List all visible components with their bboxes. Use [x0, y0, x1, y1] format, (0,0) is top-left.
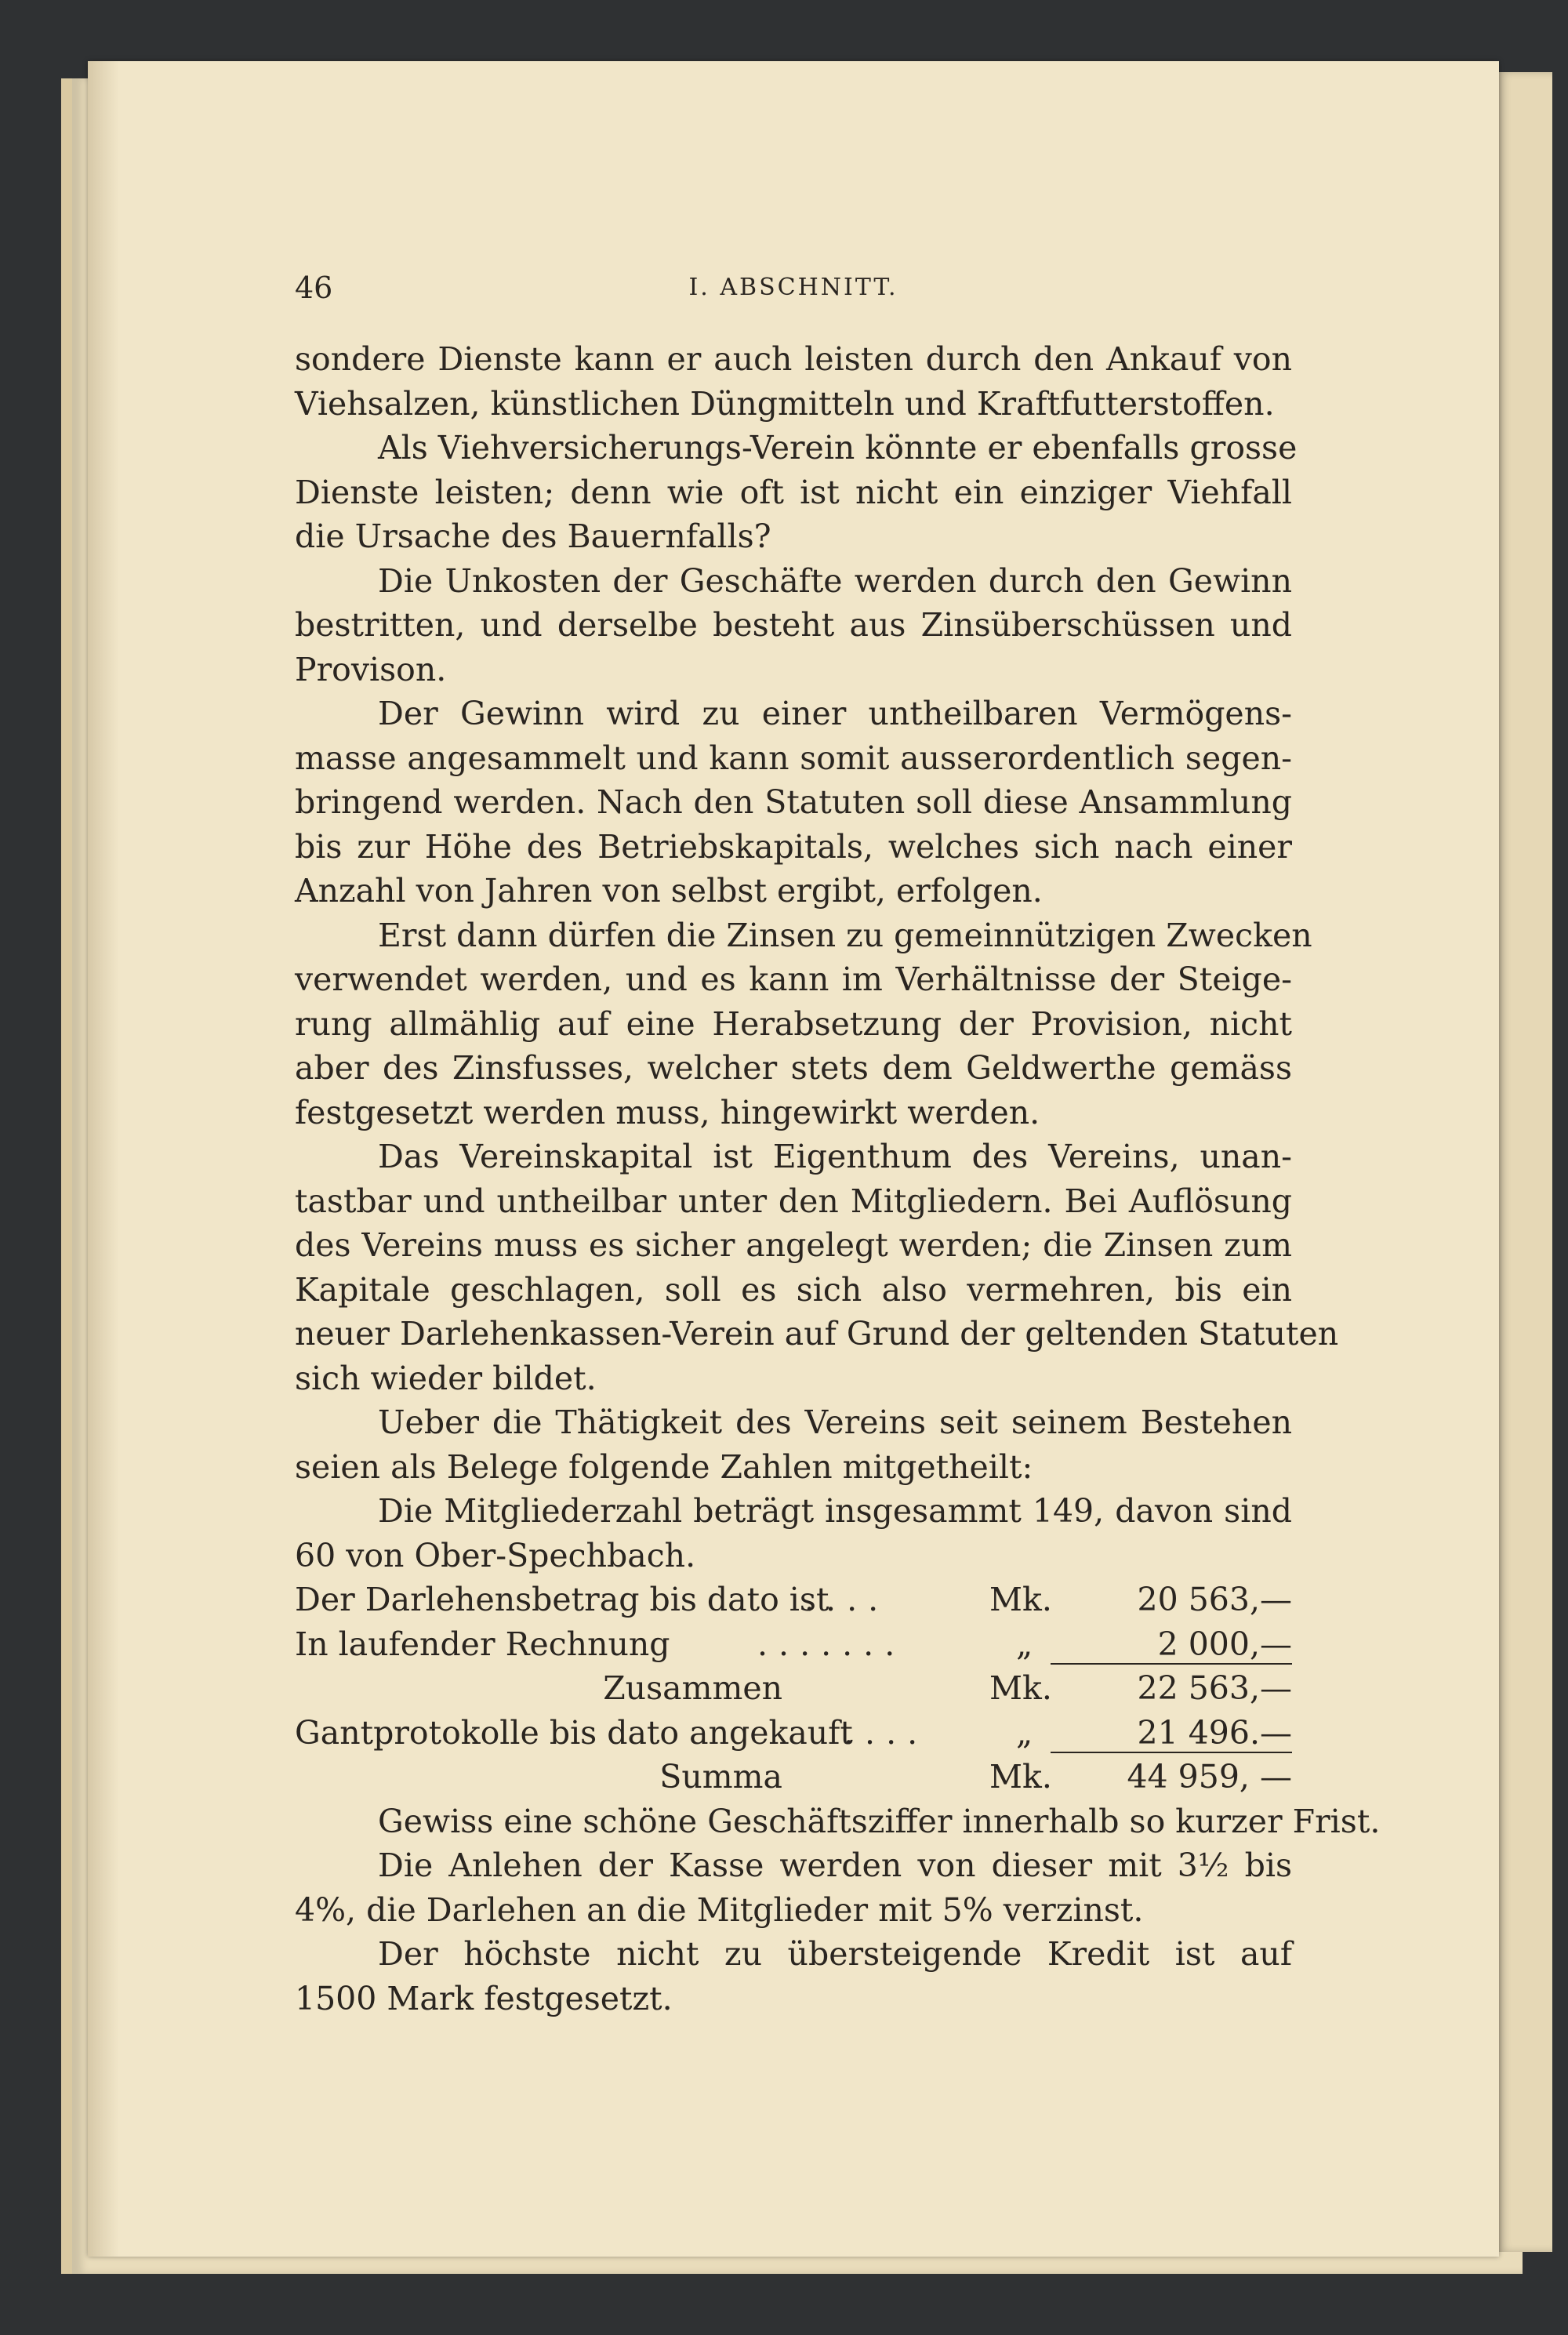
ledger-row — [295, 1755, 1292, 1799]
ledger-row — [295, 1711, 1292, 1756]
ledger-currency: Mk. — [989, 1669, 1052, 1707]
text-line: Kapitale geschlagen, soll es sich also vermehren, bis ein — [295, 1270, 1292, 1309]
page-number: 46 — [295, 271, 333, 305]
text-line: Die Unkosten der Geschäfte werden durch den Gewinn — [378, 561, 1292, 600]
ledger-amount: 44 959, — — [1127, 1758, 1292, 1796]
ledger-label: In laufender Rechnung — [295, 1625, 670, 1663]
text-line: rung allmählig auf eine Herabsetzung der Provision, nicht — [295, 1004, 1292, 1043]
text-line: bringend werden. Nach den Statuten soll diese Ansammlung — [295, 783, 1292, 821]
text-line: die Ursache des Bauernfalls? — [295, 517, 771, 555]
ledger-currency: „ — [1016, 1625, 1033, 1663]
ledger-leader-dots: ....... — [757, 1625, 906, 1663]
ledger-row — [295, 1578, 1292, 1622]
ledger-label: Gantprotokolle bis dato angekauft — [295, 1713, 853, 1752]
text-line: 60 von Ober-Spechbach. — [295, 1536, 696, 1574]
text-line: sondere Dienste kann er auch leisten durch den Ankauf von — [295, 340, 1292, 378]
text-line: 4%, die Darlehen an die Mitglieder mit 5% verzinst. — [295, 1890, 1144, 1929]
next-page-edge — [1497, 72, 1552, 2252]
text-line: sich wieder bildet. — [295, 1359, 597, 1397]
text-line: Ueber die Thätigkeit des Vereins seit seinem Bestehen — [378, 1404, 1292, 1441]
running-head — [295, 271, 1292, 318]
ledger-currency: „ — [1016, 1713, 1033, 1752]
ledger-leader-dots: .... — [844, 1713, 929, 1752]
ledger-total-label: Summa — [659, 1758, 782, 1796]
ledger-label: Der Darlehensbetrag bis dato ist — [295, 1581, 829, 1618]
ledger-amount: 21 496.— — [1137, 1713, 1292, 1752]
text-line: bestritten, und derselbe besteht aus Zinsüberschüssen und — [295, 606, 1292, 644]
text-line: Dienste leisten; denn wie oft ist nicht ein einziger Viehfall — [295, 473, 1292, 511]
text-line: Das Vereinskapital ist Eigenthum des Vereins, unan- — [378, 1138, 1292, 1175]
ledger-amount: 22 563,— — [1137, 1669, 1292, 1707]
ledger-leader-dots: .... — [804, 1581, 890, 1618]
ledger-row — [295, 1622, 1292, 1667]
section-title: I. ABSCHNITT. — [688, 274, 898, 301]
text-line: Erst dann dürfen die Zinsen zu gemeinnützigen Zwecken — [378, 916, 1312, 954]
text-line: Der höchste nicht zu übersteigende Kredit ist auf — [378, 1935, 1292, 1973]
text-line: des Vereins muss es sicher angelegt werden; die Zinsen zum — [295, 1226, 1292, 1264]
body-text — [295, 337, 1381, 2021]
text-line: Die Mitgliederzahl beträgt insgesammt 149, davon sind — [378, 1492, 1292, 1530]
text-line: verwendet werden, und es kann im Verhältnisse der Steige- — [295, 961, 1292, 998]
text-line: masse angesammelt und kann somit ausserordentlich segen- — [295, 739, 1292, 777]
text-line: 1500 Mark festgesetzt. — [295, 1979, 673, 2017]
ledger-subtotal-label: Zusammen — [603, 1669, 782, 1707]
text-line: tastbar und untheilbar unter den Mitgliedern. Bei Auflösung — [295, 1182, 1292, 1220]
text-line: Gewiss eine schöne Geschäftsziffer innerhalb so kurzer Frist. — [378, 1802, 1381, 1840]
text-line: Als Viehversicherungs-Verein könnte er ebenfalls grosse — [378, 429, 1298, 467]
text-line: seien als Belege folgende Zahlen mitgetheilt: — [295, 1447, 1033, 1486]
text-line: Provison. — [295, 650, 447, 688]
ledger-currency: Mk. — [989, 1581, 1052, 1618]
ledger-amount: 2 000,— — [1157, 1625, 1292, 1663]
text-line: Der Gewinn wird zu einer untheilbaren Vermögens- — [378, 695, 1292, 732]
ledger-row — [295, 1666, 1292, 1711]
sum-rule — [1051, 1663, 1292, 1665]
text-line: bis zur Höhe des Betriebskapitals, welches sich nach einer — [295, 827, 1292, 866]
sum-rule — [1051, 1752, 1292, 1753]
text-line: festgesetzt werden muss, hingewirkt werden. — [295, 1093, 1040, 1131]
ledger-amount: 20 563,— — [1137, 1581, 1292, 1618]
text-line: Viehsalzen, künstlichen Düngmitteln und Kraftfutterstoffen. — [295, 384, 1275, 423]
ledger-currency: Mk. — [989, 1758, 1052, 1796]
text-line: Anzahl von Jahren von selbst ergibt, erfolgen. — [295, 872, 1043, 910]
text-line: aber des Zinsfusses, welcher stets dem Geldwerthe gemäss — [295, 1049, 1292, 1087]
text-line: neuer Darlehenkassen-Verein auf Grund der geltenden Statuten — [295, 1315, 1339, 1353]
text-line: Die Anlehen der Kasse werden von dieser mit 3½ bis — [378, 1847, 1292, 1884]
